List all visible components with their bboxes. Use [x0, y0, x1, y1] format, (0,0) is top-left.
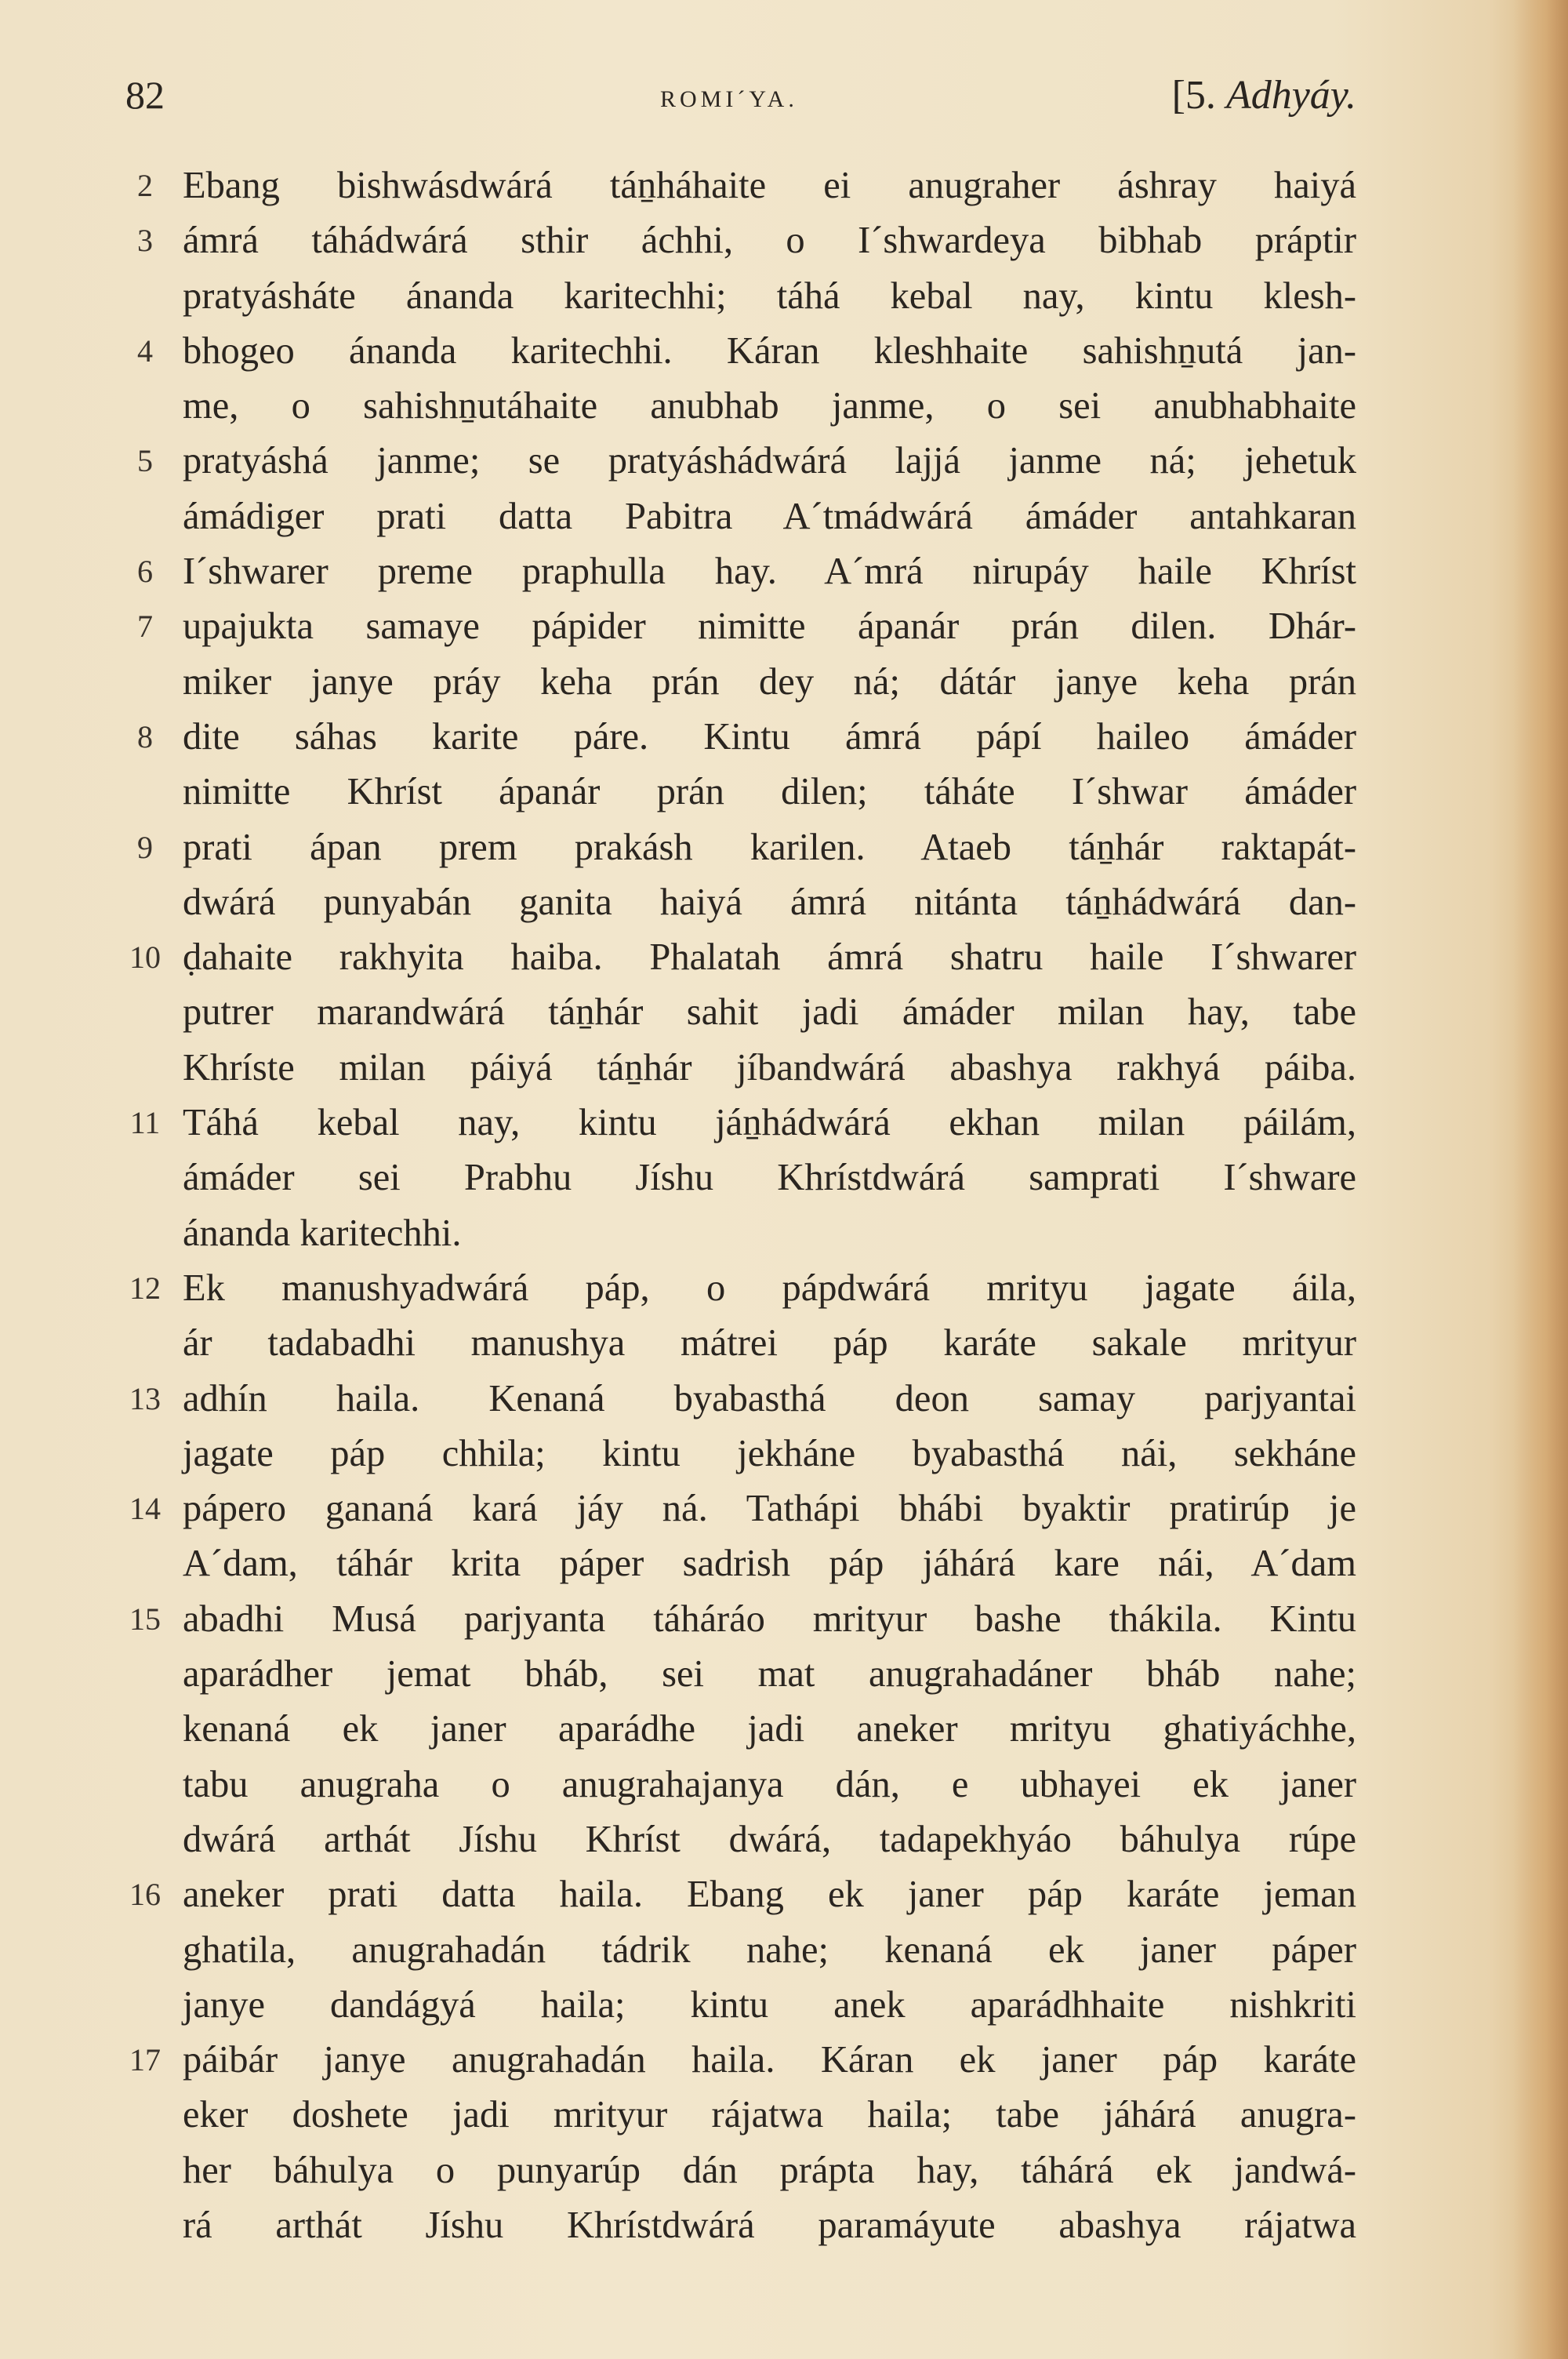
line-text: putrer marandwárá táṉhár sahit jadi ámáder milan hay, tabe	[183, 991, 1356, 1034]
text-line	[125, 599, 1356, 654]
verse-number: 2	[137, 168, 153, 203]
line-text: Khríste milan páiyá táṉhár jíbandwárá abashya rakhyá páiba.	[183, 1046, 1356, 1089]
line-text: páibár janye anugrahadán haila. Káran ek janer páp karáte	[183, 2039, 1356, 2081]
text-line	[125, 2198, 1356, 2253]
line-text: miker janye práy keha prán dey ná; dátár janye keha prán	[183, 660, 1356, 703]
line-text: rá arthát Jíshu Khrístdwárá paramáyute abashya rájatwa	[183, 2204, 1356, 2246]
text-line	[125, 710, 1356, 765]
text-line	[125, 875, 1356, 930]
running-title: ROMI´YA.	[660, 86, 798, 112]
line-text: nimitte Khríst ápanár prán dilen; táháte I´shwar ámáder	[183, 771, 1356, 813]
line-text: ámrá táhádwárá sthir áchhi, o I´shwardeya bibhab práptir	[183, 220, 1356, 262]
line-text: prati ápan prem prakásh karilen. Ataeb táṉhár raktapát-	[183, 826, 1356, 868]
text-line	[125, 1647, 1356, 1702]
text-line	[125, 930, 1356, 985]
text-line	[125, 820, 1356, 875]
line-text: me, o sahishṉutáhaite anubhab janme, o sei anubhabhaite	[183, 385, 1356, 427]
line-text: kenaná ek janer aparádhe jadi aneker mrityu ghatiyáchhe,	[183, 1708, 1356, 1750]
verse-number: 8	[137, 718, 153, 754]
text-line	[125, 1592, 1356, 1647]
line-text: ámáder sei Prabhu Jíshu Khrístdwárá samprati I´shware	[183, 1157, 1356, 1199]
text-line	[125, 1041, 1356, 1096]
text-line	[125, 655, 1356, 710]
text-line	[125, 985, 1356, 1040]
chapter-prefix: [5.	[1171, 73, 1216, 118]
text-line	[125, 1372, 1356, 1427]
text-line	[125, 1536, 1356, 1591]
line-text: pratyáshá janme; se pratyáshádwárá lajjá janme ná; jehetuk	[183, 440, 1356, 482]
text-line	[125, 1096, 1356, 1150]
line-text: abadhi Musá parjyanta táháráo mrityur bashe thákila. Kintu	[183, 1598, 1356, 1640]
verse-number: 7	[137, 609, 153, 645]
verse-number: 9	[137, 829, 153, 865]
line-text: upajukta samaye pápider nimitte ápanár prán dilen. Dhár-	[183, 605, 1356, 648]
line-text: eker doshete jadi mrityur rájatwa haila; tabe jáhárá anugra-	[183, 2094, 1356, 2136]
page-header	[125, 72, 1356, 143]
line-text: janye dandágyá haila; kintu anek aparádhhaite nishkriti	[183, 1983, 1356, 2026]
text-line	[125, 2033, 1356, 2088]
line-text: dwárá punyabán ganita haiyá ámrá nitánta táṉhádwárá dan-	[183, 881, 1356, 923]
text-line	[125, 1812, 1356, 1867]
text-line	[125, 1206, 1356, 1261]
line-text: bhogeo ánanda karitechhi. Káran kleshhaite sahishṉutá jan-	[183, 329, 1356, 372]
verse-number: 3	[137, 223, 153, 259]
text-line	[125, 1316, 1356, 1371]
verse-number: 16	[129, 1877, 161, 1913]
verse-number: 4	[137, 333, 153, 369]
text-line	[125, 1757, 1356, 1812]
line-text: dwárá arthát Jíshu Khríst dwárá, tadapekhyáo báhulya rúpe	[183, 1818, 1356, 1860]
text-line	[125, 213, 1356, 268]
text-line	[125, 1702, 1356, 1757]
line-text: ár tadabadhi manushya mátrei páp karáte sakale mrityur	[183, 1322, 1356, 1365]
line-text: ghatila, anugrahadán tádrik nahe; kenaná ek janer páper	[183, 1928, 1356, 1971]
text-line	[125, 1261, 1356, 1316]
verse-number: 11	[129, 1105, 161, 1141]
text-line	[125, 324, 1356, 379]
verse-number: 14	[129, 1491, 161, 1527]
line-text: Ebang bishwásdwárá táṉháhaite ei anugraher áshray haiyá	[183, 165, 1356, 206]
chapter-reference	[1172, 72, 1356, 118]
verse-number: 17	[129, 2042, 161, 2078]
text-line	[125, 489, 1356, 544]
verse-number: 6	[137, 554, 153, 590]
line-text: aneker prati datta haila. Ebang ek janer páp karáte jeman	[183, 1874, 1356, 1916]
line-text: her báhulya o punyarúp dán prápta hay, táhárá ek jandwá-	[183, 2149, 1356, 2191]
text-line	[125, 1427, 1356, 1481]
line-text: aparádher jemat bháb, sei mat anugrahadáner bháb nahe;	[183, 1653, 1356, 1696]
line-text: adhín haila. Kenaná byabasthá deon samay parjyantai	[183, 1377, 1356, 1419]
page-edge-shadow	[1513, 0, 1568, 2359]
verse-number: 12	[129, 1270, 161, 1306]
line-text: Táhá kebal nay, kintu jáṉhádwárá ekhan milan páilám,	[183, 1102, 1356, 1144]
page-number: 82	[125, 73, 165, 117]
text-line	[125, 2088, 1356, 2143]
text-line	[125, 434, 1356, 489]
verse-number: 10	[129, 940, 161, 976]
text-line	[125, 269, 1356, 324]
text-line	[125, 2143, 1356, 2198]
text-line	[125, 765, 1356, 820]
text-line	[125, 379, 1356, 434]
line-text: ámádiger prati datta Pabitra A´tmádwárá ámáder antahkaran	[183, 495, 1356, 537]
line-text: A´dam, táhár krita páper sadrish páp jáhárá kare nái, A´dam	[183, 1543, 1356, 1585]
verse-number: 13	[129, 1380, 161, 1416]
line-text: ánanda karitechhi.	[183, 1212, 462, 1254]
text-line	[125, 544, 1356, 599]
text-line	[125, 1481, 1356, 1536]
verse-number: 5	[137, 443, 153, 479]
text-line	[125, 158, 1356, 213]
body-text	[125, 158, 1356, 2253]
text-line	[125, 1923, 1356, 1978]
line-text: Ek manushyadwárá páp, o pápdwárá mrityu jagate áila,	[183, 1267, 1356, 1309]
line-text: ḍahaite rakhyita haiba. Phalatah ámrá shatru haile I´shwarer	[183, 936, 1356, 979]
line-text: I´shwarer preme praphulla hay. A´mrá nirupáy haile Khríst	[183, 551, 1356, 593]
text-line	[125, 1867, 1356, 1922]
text-line	[125, 1150, 1356, 1205]
text-line	[125, 1978, 1356, 2033]
line-text: pápero gananá kará jáy ná. Tathápi bhábi byaktir pratirúp je	[183, 1488, 1356, 1530]
line-text: pratyásháte ánanda karitechhi; táhá kebal nay, kintu klesh-	[183, 274, 1356, 317]
line-text: dite sáhas karite páre. Kintu ámrá pápí haileo ámáder	[183, 715, 1356, 758]
chapter-word: Adhyáy.	[1225, 73, 1356, 118]
verse-number: 15	[129, 1601, 161, 1637]
line-text: jagate páp chhila; kintu jekháne byabasthá nái, sekháne	[183, 1432, 1356, 1474]
line-text: tabu anugraha o anugrahajanya dán, e ubhayei ek janer	[183, 1763, 1356, 1805]
